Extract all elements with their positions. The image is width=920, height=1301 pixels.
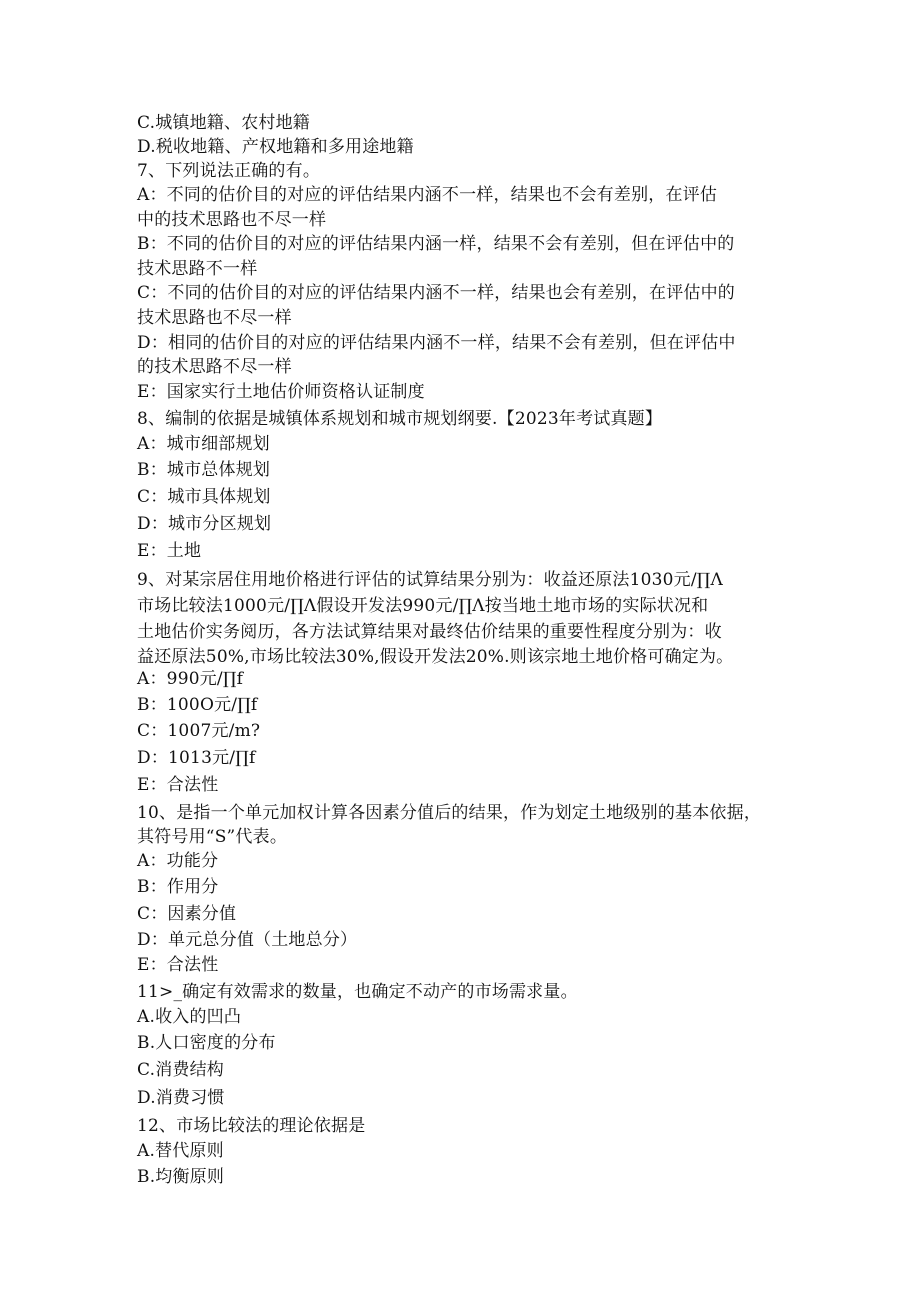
text-line: C：不同的估价目的对应的评估结果内涵不一样，结果也会有差别，在评估中的	[137, 283, 736, 303]
question-12-stem: 12、市场比较法的理论依据是	[137, 1116, 366, 1136]
text-line: D：单元总分值（土地总分）	[137, 930, 358, 950]
text-line: 中的技术思路也不尽一样	[137, 210, 327, 230]
text-line: C：城市具体规划	[137, 487, 271, 507]
text-line: D：相同的估价目的对应的评估结果内涵不一样，结果不会有差别，但在评估中	[137, 333, 736, 353]
text-line: E：国家实行土地估价师资格认证制度	[137, 382, 425, 402]
text-line: E：合法性	[137, 775, 219, 795]
text-line: C.城镇地籍、农村地籍	[137, 113, 311, 133]
text-line: B.均衡原则	[137, 1167, 225, 1187]
text-line: A：990元/∏f	[137, 669, 244, 689]
text-line: 的技术思路不尽一样	[137, 357, 292, 377]
text-line: A：功能分	[137, 851, 219, 871]
text-line: E：合法性	[137, 955, 219, 975]
text-line: B：作用分	[137, 877, 219, 897]
text-line: B：100O元/∏f	[137, 695, 258, 715]
text-line: E：土地	[137, 541, 202, 561]
text-line: D.消费习惯	[137, 1088, 225, 1108]
text-line: C：因素分值	[137, 904, 237, 924]
text-line: B：城市总体规划	[137, 460, 271, 480]
text-line: B.人口密度的分布	[137, 1033, 276, 1053]
question-7-stem: 7、下列说法正确的有。	[137, 161, 321, 181]
text-line: A：城市细部规划	[137, 434, 270, 454]
text-line: 市场比较法1000元/∏Λ假设开发法990元/∏Λ按当地土地市场的实际状况和	[137, 596, 709, 616]
text-line: C：1007元/m?	[137, 721, 261, 741]
text-line: A.收入的凹凸	[137, 1007, 242, 1027]
text-line: D.税收地籍、产权地籍和多用途地籍	[137, 137, 414, 157]
text-line: D：城市分区规划	[137, 514, 272, 534]
question-10-stem: 10、是指一个单元加权计算各因素分值后的结果，作为划定土地级别的基本依据，	[137, 803, 762, 823]
text-line: 其符号用“S”代表。	[137, 827, 288, 847]
question-8-stem: 8、编制的依据是城镇体系规划和城市规划纲要.【2023年考试真题】	[137, 409, 663, 429]
question-11-stem: 11>_确定有效需求的数量，也确定不动产的市场需求量。	[137, 982, 578, 1002]
text-line: 技术思路也不尽一样	[137, 308, 292, 328]
text-line: D：1013元/∏f	[137, 748, 256, 768]
text-line: 土地估价实务阅历，各方法试算结果对最终估价结果的重要性程度分别为：收	[137, 622, 722, 642]
text-line: 技术思路不一样	[137, 259, 258, 279]
text-line: A：不同的估价目的对应的评估结果内涵不一样，结果也不会有差别，在评估	[137, 185, 718, 205]
question-9-stem: 9、对某宗居住用地价格进行评估的试算结果分别为：收益还原法1030元/∏Λ	[137, 570, 724, 590]
text-line: C.消费结构	[137, 1060, 225, 1080]
text-line: A.替代原则	[137, 1141, 224, 1161]
text-line: 益还原法50%,市场比较法30%,假设开发法20%.则该宗地土地价格可确定为。	[137, 647, 734, 667]
text-line: B：不同的估价目的对应的评估结果内涵一样，结果不会有差别，但在评估中的	[137, 234, 735, 254]
